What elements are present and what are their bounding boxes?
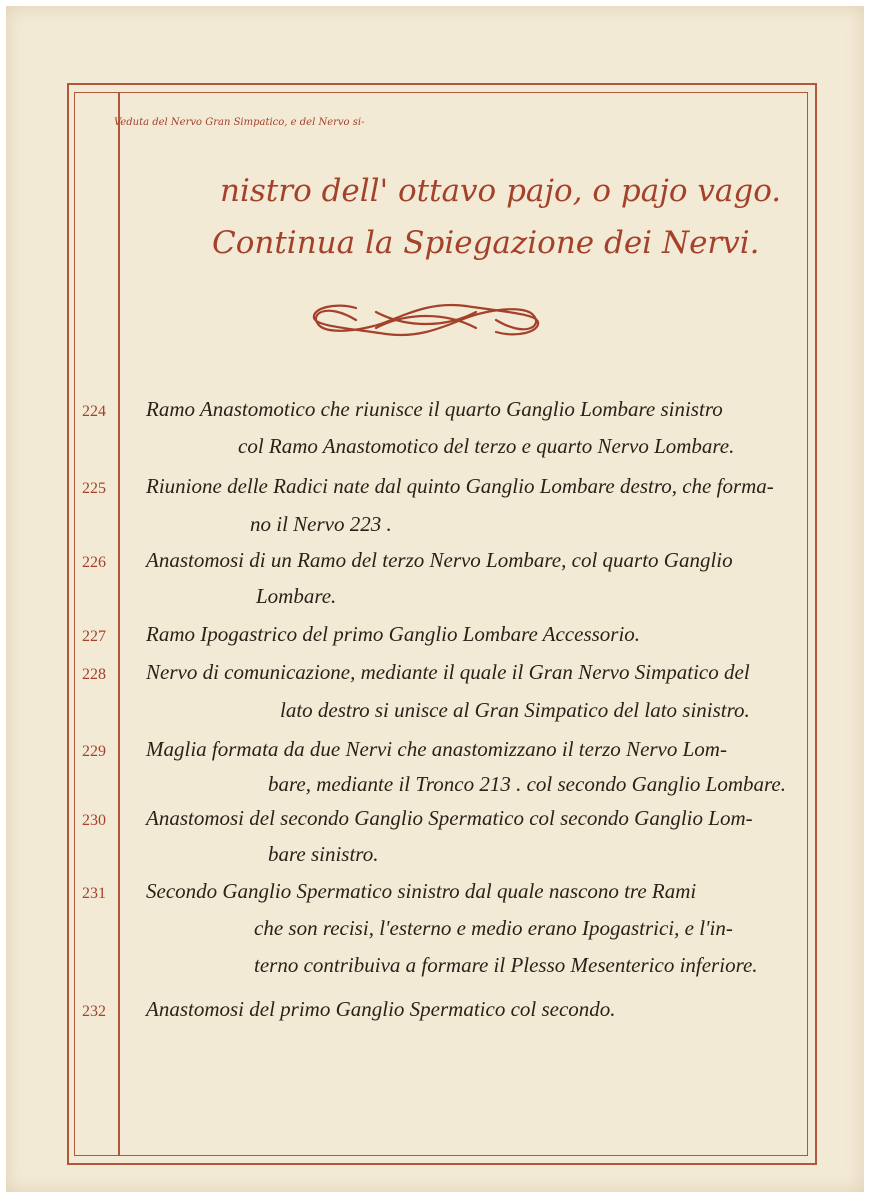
entry-230-line-1: Anastomosi del secondo Ganglio Spermatico col secondo Ganglio Lom- <box>146 806 753 830</box>
entry-229-line-2: bare, mediante il Tronco 213 . col secondo Ganglio Lombare. <box>268 772 786 796</box>
entry-228-line-1: Nervo di comunicazione, mediante il quale il Gran Nervo Simpatico del <box>146 660 750 684</box>
entry-224-line-2: col Ramo Anastomotico del terzo e quarto Nervo Lombare. <box>238 434 735 458</box>
entry-225-line-1: Riunione delle Radici nate dal quinto Ganglio Lombare destro, che forma- <box>146 474 774 498</box>
entry-number-229: 229 <box>82 743 106 760</box>
margin-rule <box>118 93 120 1155</box>
entry-226-line-1: Anastomosi di un Ramo del terzo Nervo Lombare, col quarto Ganglio <box>146 548 733 572</box>
title-line-3: Continua la Spiegazione dei Nervi. <box>212 225 760 261</box>
entry-number-232: 232 <box>82 1003 106 1020</box>
entry-number-224: 224 <box>82 403 106 420</box>
entry-225-line-2: no il Nervo 223 . <box>250 512 392 536</box>
entry-229-line-1: Maglia formata da due Nervi che anastomizzano il terzo Nervo Lom- <box>146 737 727 761</box>
entry-226-line-2: Lombare. <box>256 584 337 608</box>
manuscript-page <box>6 6 864 1192</box>
entry-224-line-1: Ramo Anastomotico che riunisce il quarto Ganglio Lombare sinistro <box>146 397 723 421</box>
entry-number-226: 226 <box>82 554 106 571</box>
entry-number-227: 227 <box>82 628 106 645</box>
entry-number-228: 228 <box>82 666 106 683</box>
entry-227-line-1: Ramo Ipogastrico del primo Ganglio Lombare Accessorio. <box>146 622 641 646</box>
title-line-2: nistro dell' ottavo pajo, o pajo vago. <box>220 173 782 209</box>
entry-231-line-2: che son recisi, l'esterno e medio erano Ipogastrici, e l'in- <box>254 916 733 940</box>
title-line-1: Veduta del Nervo Gran Simpatico, e del Nervo si- <box>114 117 365 128</box>
entry-231-line-1: Secondo Ganglio Spermatico sinistro dal quale nascono tre Rami <box>146 879 697 903</box>
entry-number-225: 225 <box>82 480 106 497</box>
entry-number-231: 231 <box>82 885 106 902</box>
entry-230-line-2: bare sinistro. <box>268 842 379 866</box>
entry-number-230: 230 <box>82 812 106 829</box>
flourish-ornament <box>306 292 546 348</box>
entry-232-line-1: Anastomosi del primo Ganglio Spermatico col secondo. <box>146 997 616 1021</box>
entry-228-line-2: lato destro si unisce al Gran Simpatico del lato sinistro. <box>280 698 750 722</box>
entry-231-line-3: terno contribuiva a formare il Plesso Mesenterico inferiore. <box>254 953 758 977</box>
